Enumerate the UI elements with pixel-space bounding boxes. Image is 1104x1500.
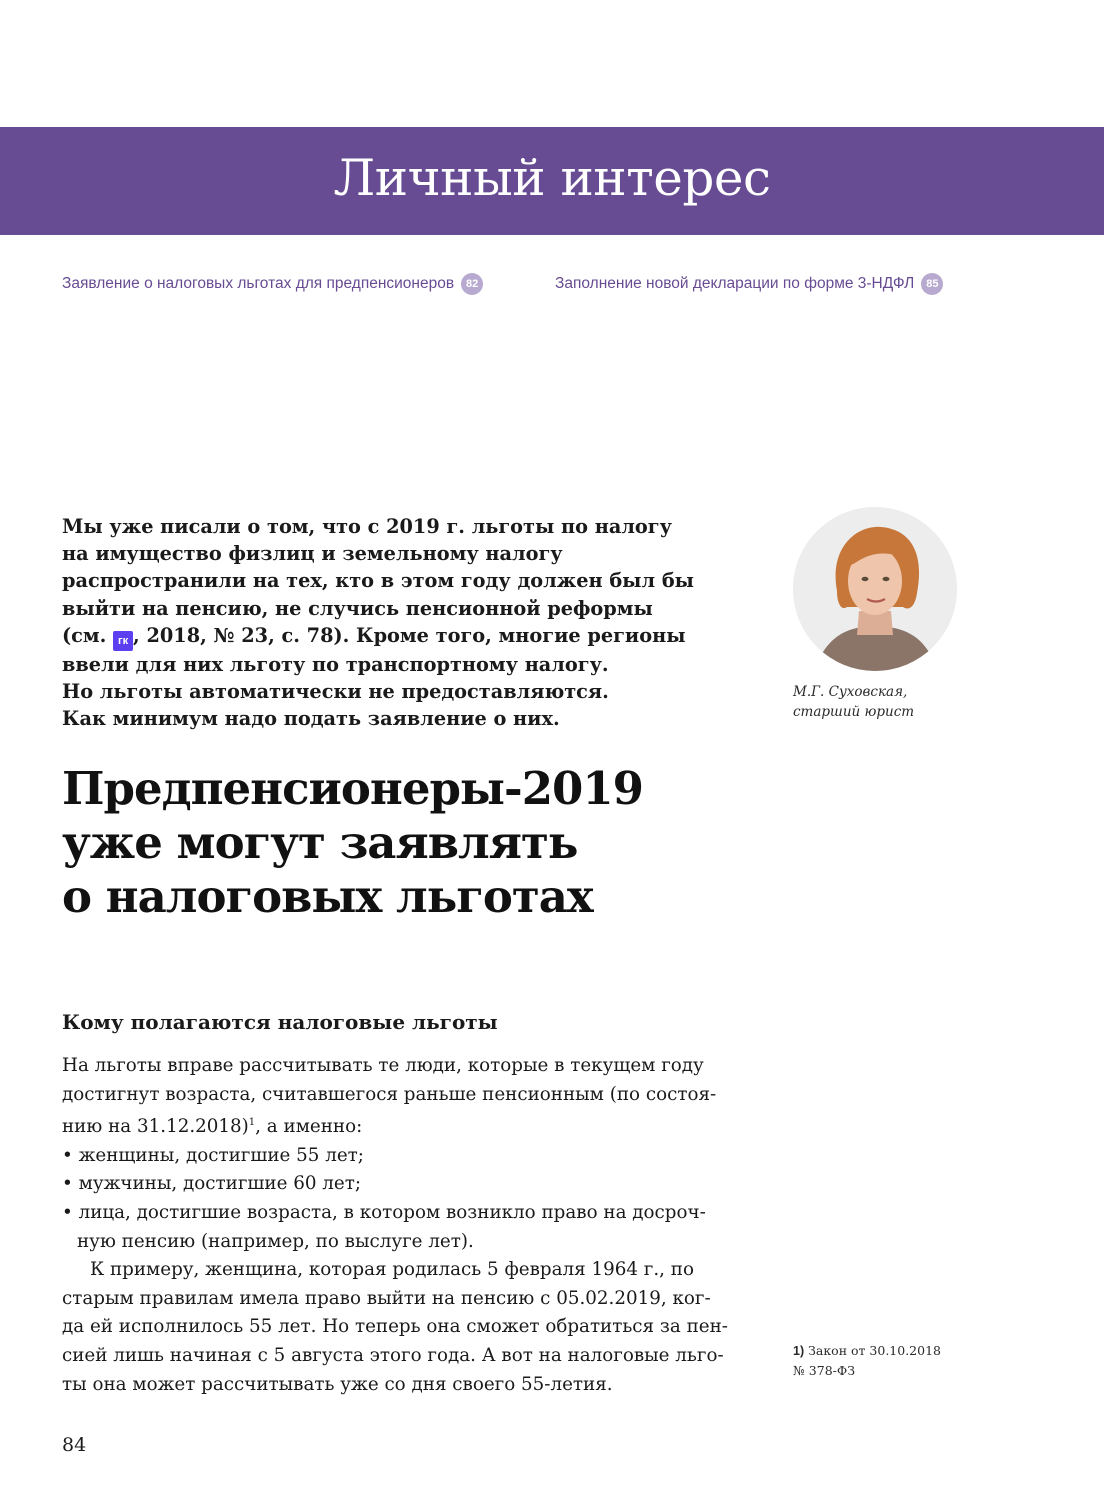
cross-reference-text: Заполнение новой декларации по форме 3-НДФЛ <box>555 275 915 292</box>
lead-line: выйти на пенсию, не случись пенсионной реформы <box>62 596 653 620</box>
author-title: старший юрист <box>793 704 915 720</box>
lead-line: распространили на тех, кто в этом году должен был бы <box>62 569 695 593</box>
lead-text: , 2018, № 23, с. 78). Кроме того, многие регионы <box>133 623 686 647</box>
body-line: ты она может рассчитывать уже со дня своего 55-летия. <box>62 1373 613 1395</box>
cross-reference-link[interactable] <box>62 273 483 295</box>
section-banner <box>0 127 1104 235</box>
body-text: нию на 31.12.2018) <box>62 1116 249 1138</box>
footnote <box>793 1341 941 1380</box>
magazine-logo-icon: гк <box>113 631 133 651</box>
list-item-continuation: ную пенсию (например, по выслуге лет). <box>77 1230 474 1252</box>
body-text: , а именно: <box>255 1116 363 1138</box>
author-portrait-icon <box>793 507 957 671</box>
page-badge: 82 <box>461 273 483 295</box>
author-name: М.Г. Суховская, <box>793 684 908 700</box>
headline-line: Предпенсионеры-2019 <box>62 762 643 815</box>
footnote-line: № 378-ФЗ <box>793 1363 856 1378</box>
list-item: • мужчины, достигшие 60 лет; <box>62 1173 361 1195</box>
list-item: • лица, достигшие возраста, в котором возникло право на досроч- <box>62 1201 706 1223</box>
lead-line: на имущество физлиц и земельному налогу <box>62 542 563 566</box>
lead-line <box>62 622 722 651</box>
lead-line: ввели для них льготу по транспортному налогу. <box>62 652 609 676</box>
cross-reference-text: Заявление о налоговых льготах для предпенсионеров <box>62 275 455 292</box>
headline-line: уже могут заявлять <box>62 816 578 869</box>
footnote-text: Закон от 30.10.2018 <box>808 1343 941 1358</box>
body-line: да ей исполнилось 55 лет. Но теперь она сможет обратиться за пен- <box>62 1316 728 1338</box>
article-headline <box>62 762 762 924</box>
lead-line: Как минимум надо подать заявление о них. <box>62 707 560 731</box>
section-title: Личный интерес <box>333 149 771 207</box>
body-line <box>62 1109 742 1142</box>
body-line: старым правилам имела право выйти на пенсию с 05.02.2019, ког- <box>62 1287 711 1309</box>
body-line: На льготы вправе рассчитывать те люди, которые в текущем году <box>62 1055 704 1076</box>
article-body <box>62 1052 742 1399</box>
lead-text: (см. <box>62 623 114 647</box>
author-photo <box>793 507 957 671</box>
list-item: • женщины, достигшие 55 лет; <box>62 1144 364 1166</box>
footnote-reference[interactable]: 1 <box>248 1117 256 1129</box>
body-line: К примеру, женщина, которая родилась 5 февраля 1964 г., по <box>90 1259 694 1281</box>
footnote-marker: 1) <box>793 1344 805 1358</box>
body-line: сией лишь начиная с 5 августа этого года. А вот на налоговые льго- <box>62 1344 724 1366</box>
lead-line: Мы уже писали о том, что с 2019 г. льготы по налогу <box>62 515 672 538</box>
lead-paragraph <box>62 513 722 732</box>
section-subheading: Кому полагаются налоговые льготы <box>62 1010 498 1034</box>
page-badge: 85 <box>921 273 943 295</box>
body-line: достигнут возраста, считавшегося раньше пенсионным (по состоя- <box>62 1083 717 1105</box>
author-caption <box>793 682 914 722</box>
page-number: 84 <box>62 1434 87 1456</box>
cross-reference-link[interactable] <box>555 273 943 295</box>
headline-line: о налоговых льготах <box>62 870 593 923</box>
lead-line: Но льготы автоматически не предоставляются. <box>62 680 609 704</box>
footnote-line <box>793 1341 941 1361</box>
